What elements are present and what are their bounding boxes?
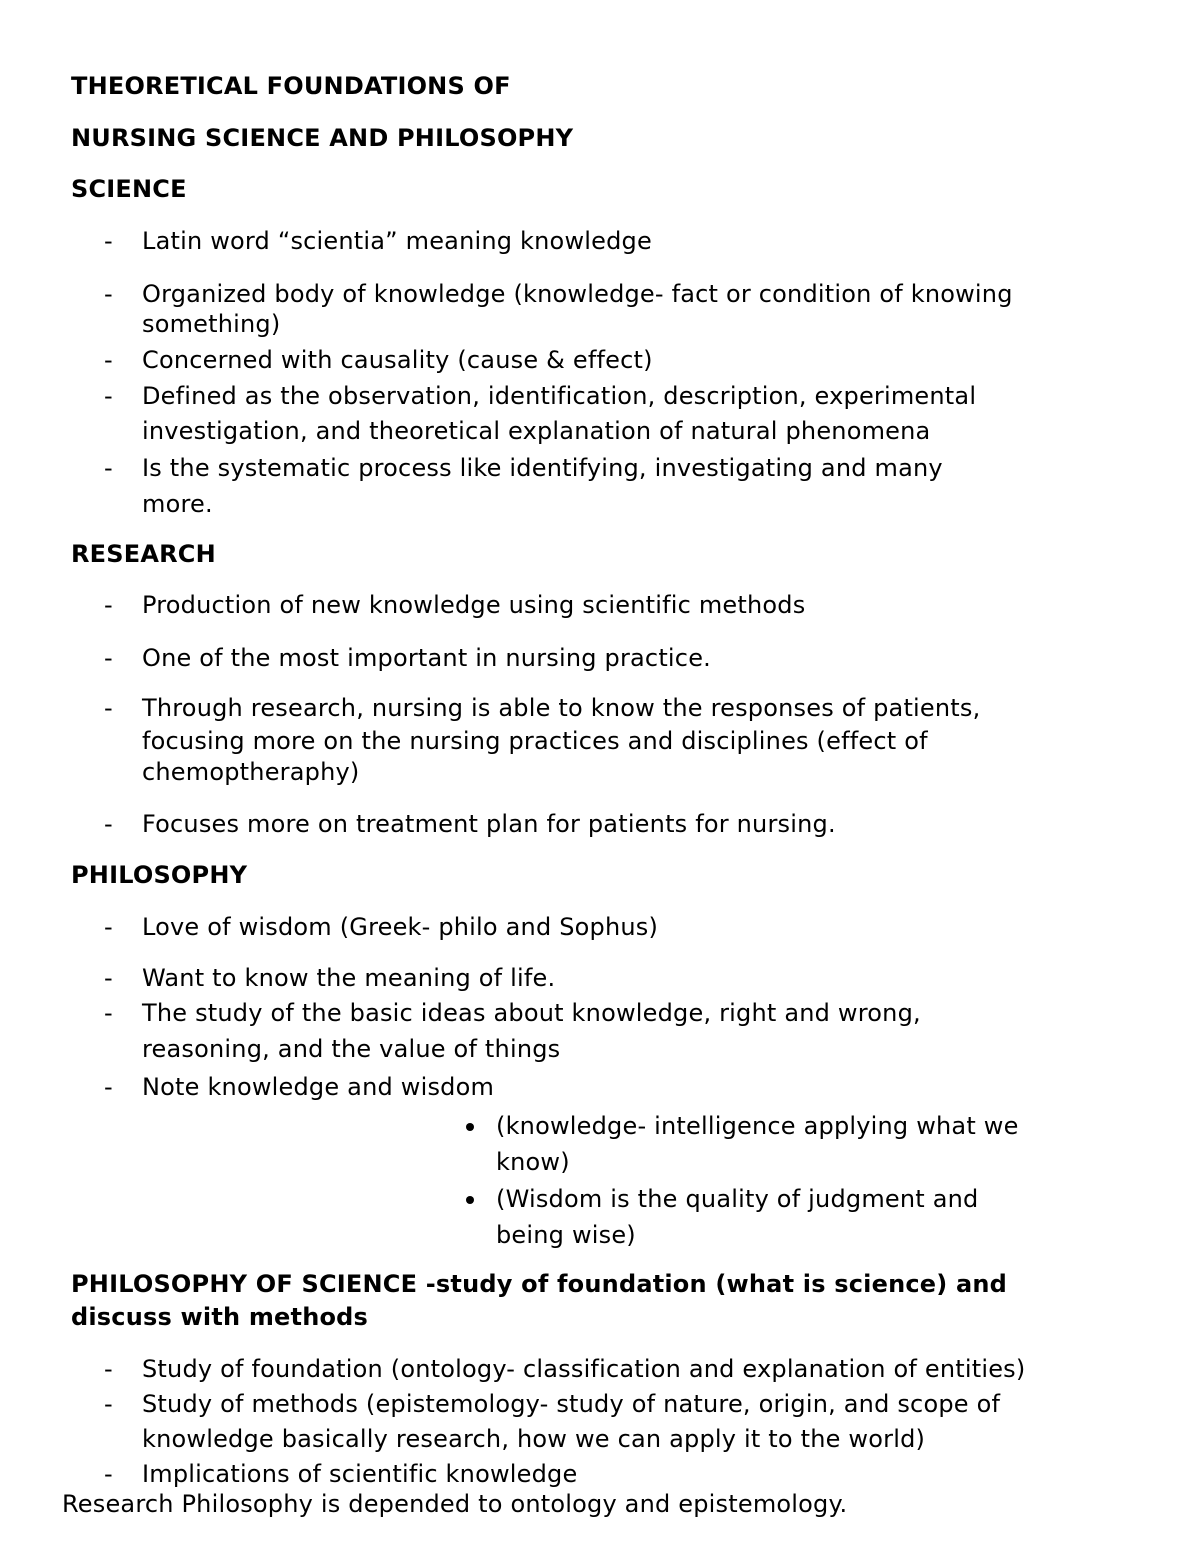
list-dash: - bbox=[104, 1390, 113, 1418]
science-item-4-line-2: investigation, and theoretical explanation of natural phenomena bbox=[142, 417, 931, 445]
science-item-5-line-1: Is the systematic process like identifying, investigating and many bbox=[142, 454, 943, 482]
research-item-1: Production of new knowledge using scientific methods bbox=[142, 591, 806, 619]
list-dash: - bbox=[104, 964, 113, 992]
list-dash: - bbox=[104, 382, 113, 410]
research-heading: RESEARCH bbox=[71, 540, 216, 568]
research-item-3-line-3: chemoptheraphy) bbox=[142, 758, 360, 786]
science-item-2-line-1: Organized body of knowledge (knowledge- fact or condition of knowing bbox=[142, 280, 1013, 308]
list-dash: - bbox=[104, 1460, 113, 1488]
pos-item-1: Study of foundation (ontology- classification and explanation of entities) bbox=[142, 1355, 1026, 1383]
list-dash: - bbox=[104, 1355, 113, 1383]
list-dash: - bbox=[104, 454, 113, 482]
pos-item-2-line-2: knowledge basically research, how we can apply it to the world) bbox=[142, 1425, 926, 1453]
philosophy-heading: PHILOSOPHY bbox=[71, 861, 248, 889]
list-dash: - bbox=[104, 1073, 113, 1101]
philosophy-item-4: Note knowledge and wisdom bbox=[142, 1073, 495, 1101]
list-dash: - bbox=[104, 227, 113, 255]
list-dash: - bbox=[104, 694, 113, 722]
title-line-2: NURSING SCIENCE AND PHILOSOPHY bbox=[71, 124, 574, 152]
philosophy-subitem-2-line-1: (Wisdom is the quality of judgment and bbox=[496, 1185, 979, 1213]
philosophy-subitem-2-line-2: being wise) bbox=[496, 1221, 636, 1249]
philosophy-of-science-heading-line-1: PHILOSOPHY OF SCIENCE -study of foundation (what is science) and bbox=[71, 1270, 1008, 1298]
list-dash: - bbox=[104, 999, 113, 1027]
bullet-dot bbox=[466, 1123, 474, 1131]
philosophy-of-science-heading-line-2: discuss with methods bbox=[71, 1303, 369, 1331]
science-item-5-line-2: more. bbox=[142, 490, 213, 518]
science-heading: SCIENCE bbox=[71, 175, 187, 203]
pos-item-3: Implications of scientific knowledge bbox=[142, 1460, 578, 1488]
philosophy-item-2: Want to know the meaning of life. bbox=[142, 964, 556, 992]
list-dash: - bbox=[104, 280, 113, 308]
science-item-1: Latin word “scientia” meaning knowledge bbox=[142, 227, 652, 255]
philosophy-item-3-line-2: reasoning, and the value of things bbox=[142, 1035, 561, 1063]
list-dash: - bbox=[104, 591, 113, 619]
pos-item-2-line-1: Study of methods (epistemology- study of nature, origin, and scope of bbox=[142, 1390, 1001, 1418]
research-item-4: Focuses more on treatment plan for patients for nursing. bbox=[142, 810, 836, 838]
philosophy-item-1: Love of wisdom (Greek- philo and Sophus) bbox=[142, 913, 659, 941]
philosophy-item-3-line-1: The study of the basic ideas about knowledge, right and wrong, bbox=[142, 999, 921, 1027]
research-item-3-line-2: focusing more on the nursing practices and disciplines (effect of bbox=[142, 727, 928, 755]
science-item-3: Concerned with causality (cause & effect) bbox=[142, 346, 653, 374]
science-item-4-line-1: Defined as the observation, identification, description, experimental bbox=[142, 382, 977, 410]
list-dash: - bbox=[104, 346, 113, 374]
philosophy-subitem-1-line-1: (knowledge- intelligence applying what we bbox=[496, 1112, 1019, 1140]
research-item-2: One of the most important in nursing practice. bbox=[142, 644, 711, 672]
list-dash: - bbox=[104, 810, 113, 838]
list-dash: - bbox=[104, 644, 113, 672]
research-item-3-line-1: Through research, nursing is able to know the responses of patients, bbox=[142, 694, 981, 722]
list-dash: - bbox=[104, 913, 113, 941]
closing-sentence: Research Philosophy is depended to ontology and epistemology. bbox=[62, 1490, 848, 1518]
philosophy-subitem-1-line-2: know) bbox=[496, 1148, 570, 1176]
bullet-dot bbox=[466, 1196, 474, 1204]
science-item-2-line-2: something) bbox=[142, 310, 281, 338]
title-line-1: THEORETICAL FOUNDATIONS OF bbox=[71, 72, 511, 100]
